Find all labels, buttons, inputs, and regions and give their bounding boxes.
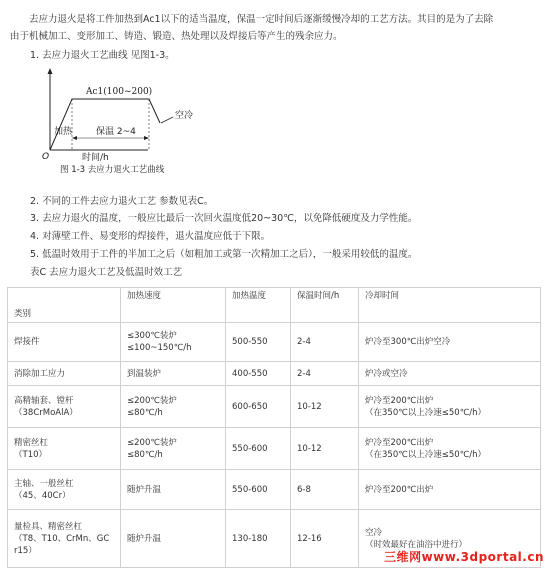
dim-arrow-left bbox=[72, 136, 77, 140]
cell-heating-temp: 550-600 bbox=[226, 428, 291, 470]
process-curve bbox=[50, 99, 160, 150]
cell-line: 随炉升温 bbox=[127, 484, 162, 495]
cell-line: 高精轴套、镗杆 bbox=[14, 395, 74, 406]
cell-line: 空冷 bbox=[365, 527, 383, 538]
holding-label: 保温 2~4 bbox=[96, 127, 136, 137]
cell-category bbox=[8, 386, 121, 428]
cell-cooling bbox=[359, 386, 541, 428]
cell-category bbox=[8, 428, 121, 470]
cell-cooling bbox=[359, 362, 541, 386]
cell-holding-time: 10-12 bbox=[291, 428, 359, 470]
cell-cooling bbox=[359, 428, 541, 470]
cell-line: 随炉升温 bbox=[127, 533, 162, 544]
cell-line: 消除加工应力 bbox=[14, 368, 66, 379]
cell-holding-time: 10-12 bbox=[291, 386, 359, 428]
cell-line: （38CrMoAlA） bbox=[14, 407, 78, 418]
cell-line: （时效最好在油浴中进行） bbox=[365, 539, 468, 550]
item-4: 4. 对薄壁工件、易变形的焊接件，退火温度应低于下限。 bbox=[30, 231, 271, 242]
cell-category bbox=[8, 510, 121, 568]
site-watermark bbox=[384, 548, 544, 565]
cell-heating-temp: 130-180 bbox=[226, 510, 291, 568]
table-row bbox=[8, 428, 541, 470]
header-heating-temp: 加热温度 bbox=[226, 288, 291, 323]
cell-category bbox=[8, 362, 121, 386]
cell-line: （在350℃以上冷速≤50℃/h） bbox=[365, 407, 487, 418]
cell-line: r15） bbox=[14, 545, 37, 556]
table-row bbox=[8, 470, 541, 510]
cell-line: 炉冷至200℃出炉 bbox=[365, 437, 434, 448]
intro-line-2: 由于机械加工、变形加工、铸造、锻造、热处理以及焊接后等产生的残余应力。 bbox=[10, 31, 343, 42]
cell-line: ≤200℃装炉 bbox=[127, 395, 177, 406]
item-5: 5. 低温时效用于工件的半加工之后（如粗加工或第一次精加工之后），一般采用较低的温度。 bbox=[30, 249, 418, 260]
item-3: 3. 去应力退火的温度，一般应比最后一次回火温度低20~30℃，以免降低硬度及力学性能。 bbox=[30, 213, 418, 224]
cell-line: 炉冷至200℃出炉 bbox=[365, 395, 434, 406]
ac1-label: Ac1(100~200) bbox=[86, 87, 153, 97]
y-axis-arrow bbox=[48, 68, 53, 74]
cell-holding-time: 6-8 bbox=[291, 470, 359, 510]
intro-line-1: 去应力退火是将工件加热到Ac1以下的适当温度，保温一定时间后逐渐缓慢冷却的工艺方法。其目的是为了去除 bbox=[29, 14, 494, 25]
cell-line: 主轴、一般丝杠 bbox=[14, 478, 74, 489]
cell-cooling bbox=[359, 323, 541, 362]
annealing-curve-figure bbox=[38, 66, 208, 178]
item-1: 1. 去应力退火工艺曲线 见图1-3。 bbox=[30, 50, 175, 61]
table-row bbox=[8, 386, 541, 428]
cell-heating-rate bbox=[121, 510, 226, 568]
cell-holding-time: 2-4 bbox=[291, 362, 359, 386]
cell-heating-temp: 500-550 bbox=[226, 323, 291, 362]
cell-line: ≤80℃/h bbox=[127, 407, 163, 418]
table-row bbox=[8, 323, 541, 362]
item-2: 2. 不同的工件去应力退火工艺 参数见表C。 bbox=[30, 196, 214, 207]
cell-line: ≤80℃/h bbox=[127, 449, 163, 460]
process-table bbox=[7, 287, 541, 568]
header-cooling: 冷却时间 bbox=[359, 288, 541, 323]
cell-line: 炉冷或空冷 bbox=[365, 368, 408, 379]
cell-heating-rate bbox=[121, 470, 226, 510]
header-holding-time: 保温时间/h bbox=[291, 288, 359, 323]
dim-arrow-right bbox=[144, 136, 149, 140]
cell-line: （T10） bbox=[14, 449, 48, 460]
air-cool-label: 空冷 bbox=[175, 111, 194, 121]
watermark-cn: 三维网 bbox=[384, 550, 422, 564]
header-category: 类别 bbox=[8, 288, 121, 323]
cell-line: 炉冷至200℃出炉 bbox=[365, 484, 434, 495]
cell-category bbox=[8, 323, 121, 362]
cell-line: 到温装炉 bbox=[127, 368, 162, 379]
cell-line: （45、40Cr） bbox=[14, 490, 71, 501]
time-axis-label: 时间/h bbox=[82, 153, 109, 163]
header-heating-rate: 加热速度 bbox=[121, 288, 226, 323]
cell-holding-time: 12-16 bbox=[291, 510, 359, 568]
cell-holding-time: 2-4 bbox=[291, 323, 359, 362]
origin-label: O bbox=[42, 152, 50, 162]
cell-heating-temp: 550-600 bbox=[226, 470, 291, 510]
cell-line: ≤300℃装炉 bbox=[127, 331, 177, 341]
cell-line: 焊接件 bbox=[14, 337, 40, 347]
cell-heating-rate bbox=[121, 362, 226, 386]
cell-heating-rate bbox=[121, 323, 226, 362]
cell-line: 精密丝杠 bbox=[14, 437, 49, 448]
cell-line: ≤100~150℃/h bbox=[127, 343, 192, 353]
table-title: 表C 去应力退火工艺及低温时效工艺 bbox=[30, 267, 183, 278]
air-cool-pointer bbox=[161, 117, 173, 123]
cell-cooling bbox=[359, 470, 541, 510]
cell-heating-temp: 400-550 bbox=[226, 362, 291, 386]
cell-line: （T8、T10、CrMn、GC bbox=[14, 533, 110, 544]
cell-heating-rate bbox=[121, 428, 226, 470]
cell-heating-rate bbox=[121, 386, 226, 428]
cell-line: 炉冷至300℃出炉空冷 bbox=[365, 337, 451, 347]
cell-heating-temp: 600-650 bbox=[226, 386, 291, 428]
cell-line: ≤200℃装炉 bbox=[127, 437, 177, 448]
cell-line: （在350℃以上冷速≤50℃/h） bbox=[365, 449, 487, 460]
table-header-row bbox=[8, 288, 541, 323]
heating-label: 加热 bbox=[54, 127, 73, 137]
cell-line: 量检具、精密丝杠 bbox=[14, 521, 83, 532]
table-row bbox=[8, 362, 541, 386]
figure-caption: 图 1-3 去应力退火工艺曲线 bbox=[60, 165, 165, 175]
watermark-url: www.3dportal.cn bbox=[421, 550, 544, 564]
cell-category bbox=[8, 470, 121, 510]
